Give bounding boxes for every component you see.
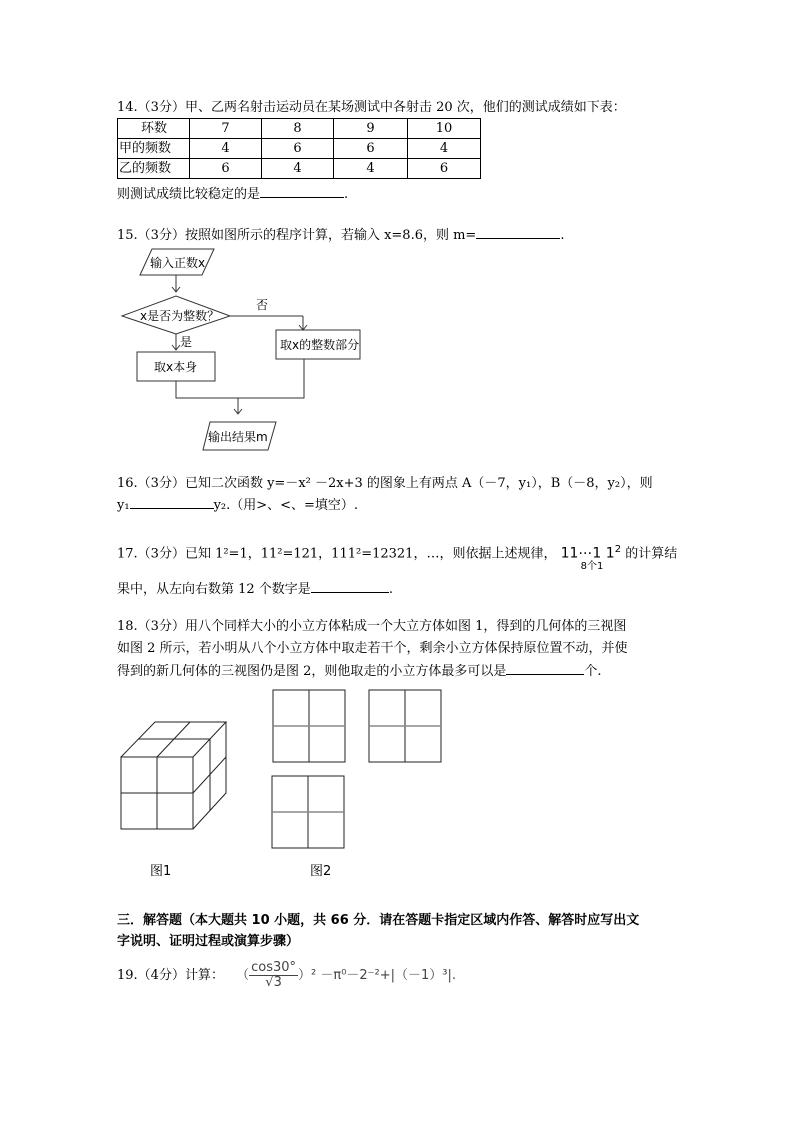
table-cell: 4: [190, 139, 262, 159]
flow-no-box-text: 取x的整数部分: [280, 338, 360, 352]
top-view: [272, 776, 344, 848]
table-cell: 6: [262, 139, 334, 159]
answer-blank[interactable]: [311, 581, 389, 593]
q19-open-paren: （: [236, 968, 250, 983]
q16-line2: [117, 497, 358, 514]
q14-question-text: 则测试成绩比较稳定的是: [117, 187, 261, 202]
q16-line1: 16.（3分）已知二次函数 y=－x² －2x+3 的图象上有两点 A（－7，y₁），B（－8，y₂），则: [117, 476, 653, 491]
q14-end: .: [344, 187, 349, 202]
q18-line1: 18.（3分）用八个同样大小的小立方体粘成一个大立方体如图 1，得到的几何体的三视图: [117, 619, 627, 634]
q17-expr-sup: 2: [614, 544, 622, 555]
q17-line1-text: 17.（3分）已知 1²=1，11²=121，111²=12321，…，则依据上述规律，: [117, 546, 557, 562]
figure-1-label: 图1: [150, 864, 172, 879]
front-view: [273, 690, 345, 762]
table-header-cell: 9: [334, 119, 408, 139]
q17-end: .: [388, 582, 393, 597]
answer-blank[interactable]: [130, 497, 214, 509]
answer-blank[interactable]: [260, 186, 344, 198]
figure-1-cube: [110, 685, 240, 885]
q15-end: .: [560, 228, 565, 243]
table-header-cell: 7: [190, 119, 262, 139]
q19-frac-denominator: √3: [265, 975, 282, 990]
q17-line2-text: 果中，从左向右数第 12 个数字是: [117, 582, 311, 597]
flowchart: [110, 240, 390, 460]
table-row: [118, 139, 481, 159]
q18-line3-text: 得到的新几何体的三视图仍是图 2，则他取走的小立方体最多可以是: [117, 664, 507, 679]
q17-line1-tail: 的计算结: [625, 546, 678, 562]
flow-decision-text: x是否为整数？: [140, 309, 220, 323]
table-cell: 4: [262, 159, 334, 179]
q16-y2: y₂: [213, 498, 227, 513]
answer-blank[interactable]: [506, 663, 584, 675]
table-row: [118, 159, 481, 179]
figure-2-label: 图2: [310, 864, 332, 879]
table-cell: 6: [408, 159, 481, 179]
q16-line2-tail: .（用>、<、=填空）.: [226, 498, 359, 513]
side-view: [369, 690, 441, 762]
q17-expression: [560, 542, 622, 572]
table-cell: 6: [334, 139, 408, 159]
flow-input-text: 输入正数x: [150, 256, 206, 270]
q18-end: 个.: [584, 664, 602, 679]
table-cell: 乙的频数: [118, 159, 190, 179]
table-cell: 甲的频数: [118, 139, 190, 159]
q18-line3: [117, 663, 602, 680]
table-header-row: [118, 119, 481, 139]
table-cell: 6: [190, 159, 262, 179]
q19-fraction: [249, 961, 298, 990]
flow-no-label: 否: [256, 298, 269, 312]
flow-yes-box-text: 取x本身: [154, 360, 198, 374]
table-header-cell: 10: [408, 119, 481, 139]
q14-stem: 14.（3分）甲、乙两名射击运动员在某场测试中各射击 20 次，他们的测试成绩如下表：: [117, 100, 626, 115]
section-3-heading-line2: 字说明、证明过程或演算步骤）: [117, 934, 300, 949]
q16-y1: y₁: [117, 498, 130, 513]
flow-yes-label: 是: [180, 335, 193, 349]
table-header-cell: 8: [262, 119, 334, 139]
q19-frac-numerator: cos30°: [251, 960, 297, 975]
table-cell: 4: [408, 139, 481, 159]
q17-expr-base: 11⋯1 1: [560, 545, 615, 562]
q15-stem-text: 15.（3分）按照如图所示的程序计算，若输入 x=8.6，则 m=: [117, 228, 477, 243]
q14-question: [117, 186, 348, 203]
section-3-heading-line1: 三．解答题（本大题共 10 小题，共 66 分．请在答题卡指定区域内作答、解答时应写出文: [117, 913, 640, 928]
q19-expression-tail: ）² －π⁰－2⁻²+|（－1）³|.: [298, 968, 457, 983]
q17-line1: [117, 542, 678, 572]
q18-line2: 如图 2 所示，若小明从八个小立方体中取走若干个，剩余小立方体保持原位置不动，并使: [117, 641, 628, 656]
q17-line2: [117, 581, 393, 598]
table-cell: 4: [334, 159, 408, 179]
flow-output-text: 输出结果m: [208, 430, 268, 444]
table-header-cell: 环数: [118, 119, 190, 139]
q19-stem: 19.（4分）计算：: [117, 968, 224, 983]
figure-2-views: [270, 688, 450, 888]
q17-expr-under: 8个1: [580, 561, 604, 572]
scores-table: [117, 118, 481, 179]
q19: [117, 960, 456, 992]
answer-blank[interactable]: [476, 227, 560, 239]
